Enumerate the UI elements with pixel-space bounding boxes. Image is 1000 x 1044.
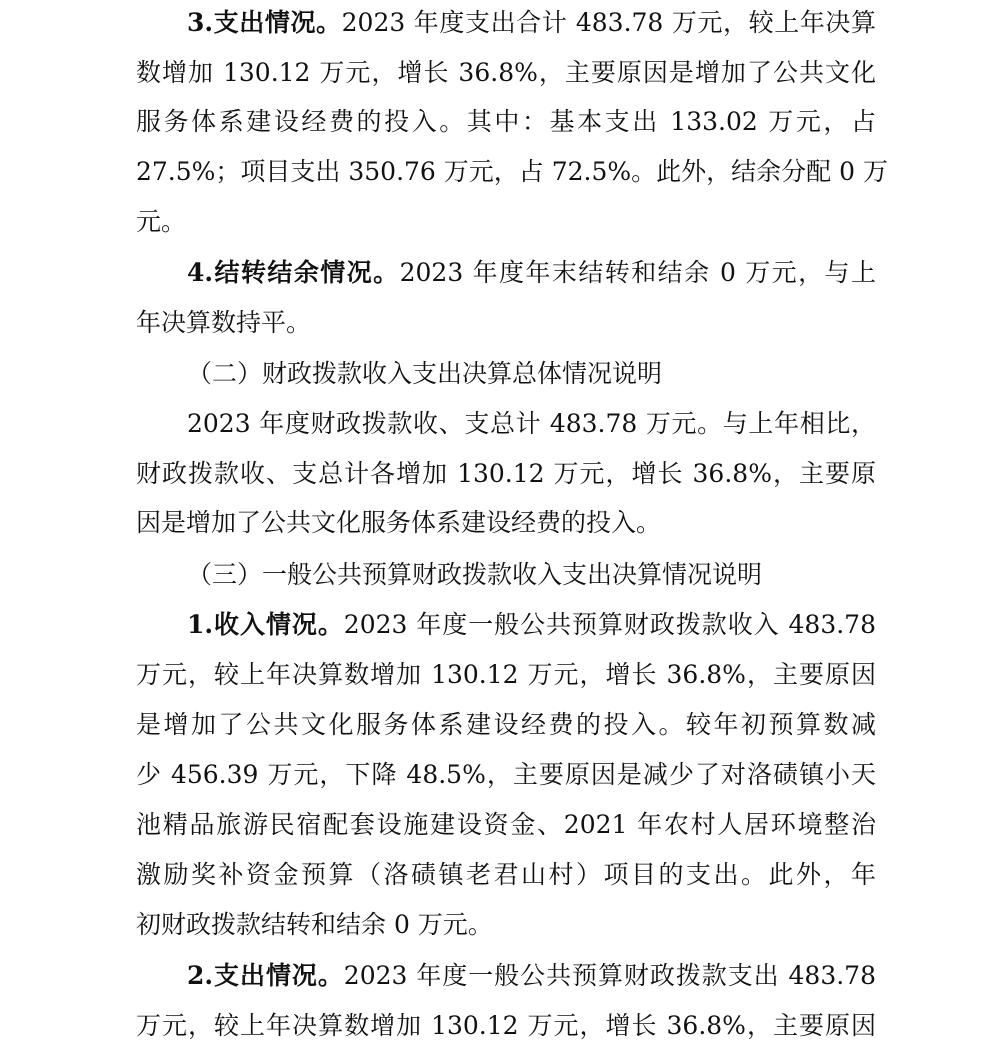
section-lead: 2.支出情况。 [187,961,344,990]
section-lead: 3.支出情况。 [187,8,342,37]
line-text: 2023 年度一般公共预算财政拨款收入 483.78 [343,610,876,639]
paragraph-line: 少 456.39 万元，下降 48.5%，主要原因是减少了对洛碛镇小天 [136,760,876,789]
paragraph-line: 数增加 130.12 万元，增长 36.8%，主要原因是增加了公共文化 [136,58,876,87]
paragraph-line: 财政拨款收、支总计各增加 130.12 万元，增长 36.8%，主要原 [136,459,876,488]
line-text: 2023 年度一般公共预算财政拨款支出 483.78 [343,961,876,990]
paragraph-line: 年决算数持平。 [136,308,312,337]
section-lead: 4.结转结余情况。 [187,258,400,287]
paragraph-line: 初财政拨款结转和结余 0 万元。 [136,910,493,939]
paragraph-line: 激励奖补资金预算（洛碛镇老君山村）项目的支出。此外，年 [136,860,876,889]
section-heading: （三）一般公共预算财政拨款收入支出决算情况说明 [187,560,763,589]
section-heading: （二）财政拨款收入支出决算总体情况说明 [187,359,663,388]
paragraph-line: 因是增加了公共文化服务体系建设经费的投入。 [136,508,662,537]
line-text: 2023 年度支出合计 483.78 万元，较上年决算 [341,8,876,37]
paragraph-line [187,960,876,992]
section-lead: 1.收入情况。 [187,610,344,639]
paragraph-line: 27.5%；项目支出 350.76 万元，占 72.5%。此外，结余分配 0 万 [136,157,888,186]
paragraph-line: 服务体系建设经费的投入。其中：基本支出 133.02 万元，占 [136,107,876,136]
paragraph-line: 是增加了公共文化服务体系建设经费的投入。较年初预算数减 [136,710,876,739]
paragraph-line: 万元，较上年决算数增加 130.12 万元，增长 36.8%，主要原因 [136,660,876,689]
paragraph-line: 万元，较上年决算数增加 130.12 万元，增长 36.8%，主要原因 [136,1011,876,1040]
paragraph-line: 2023 年度财政拨款收、支总计 483.78 万元。与上年相比， [187,409,876,438]
paragraph-line [187,257,876,289]
paragraph-line [187,609,876,641]
paragraph-line: 元。 [136,207,187,236]
paragraph-line [187,7,876,39]
paragraph-line: 池精品旅游民宿配套设施建设资金、2021 年农村人居环境整治 [136,810,876,839]
line-text: 2023 年度年末结转和结余 0 万元，与上 [399,258,876,287]
